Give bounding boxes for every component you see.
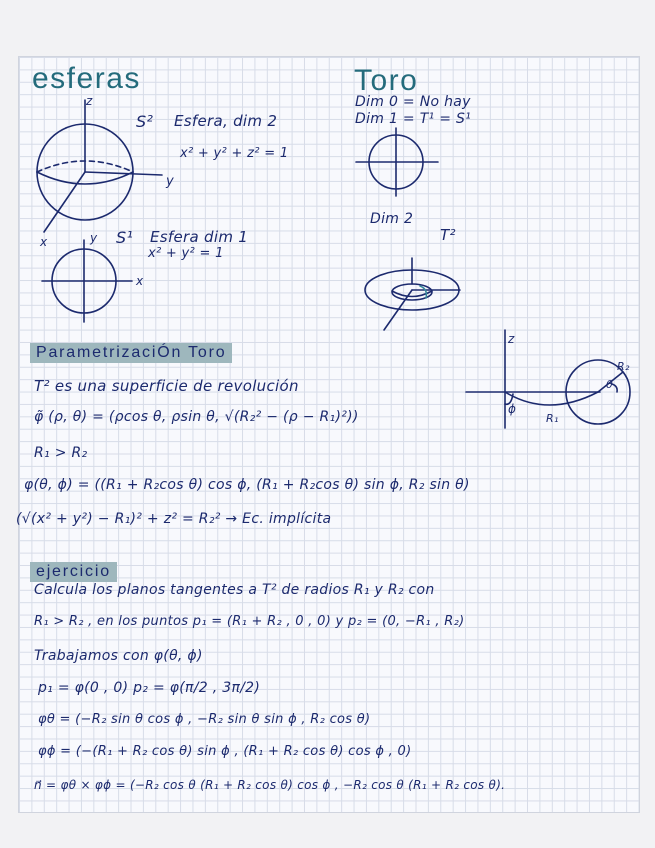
s2-axis-z-label: z [86, 94, 93, 108]
diagram-z-label: z [508, 332, 515, 346]
circle-dim1-drawing [356, 128, 438, 196]
toro-title: Toro [354, 64, 419, 97]
s1-label: Esfera dim 1 [150, 228, 249, 246]
diagram-r2-label: R₂ [617, 360, 630, 373]
param-line-2: φ̃ (ρ, θ) = (ρcos θ, ρsin θ, √(R₂² − (ρ − R₁)²)) [34, 409, 359, 425]
torus-dim2-drawing [365, 258, 460, 330]
toro-dim1: Dim 1 = T¹ = S¹ [355, 111, 472, 127]
s2-label: Esfera, dim 2 [174, 112, 278, 130]
ejercicio-line-3: Trabajamos con φ(θ, ϕ) [34, 648, 203, 664]
ejercicio-heading: ejercicio [30, 562, 117, 582]
diagram-r1-label: R₁ [546, 412, 559, 425]
s1-symbol: S¹ [116, 228, 134, 247]
param-line-5: (√(x² + y²) − R₁)² + z² = R₂² → Ec. implícita [16, 511, 332, 527]
s2-symbol: S² [136, 112, 154, 131]
diagram-phi-label: ϕ [508, 402, 517, 416]
param-line-4: φ(θ, ϕ) = ((R₁ + R₂cos θ) cos ϕ, (R₁ + R₂cos θ) sin ϕ, R₂ sin θ) [24, 477, 470, 493]
s2-equation: x² + y² + z² = 1 [180, 146, 289, 161]
ejercicio-line-2: R₁ > R₂ , en los puntos p₁ = (R₁ + R₂ , 0 , 0) y p₂ = (0, −R₁ , R₂) [34, 614, 465, 629]
circle-s1-drawing [42, 240, 132, 322]
param-line-3: R₁ > R₂ [34, 445, 88, 461]
toro-dim2: Dim 2 [370, 211, 414, 227]
toro-t2-symbol: T² [440, 226, 456, 244]
s2-axis-y-label: y [166, 174, 174, 189]
diagram-theta-label: θ [606, 378, 614, 391]
ejercicio-line-4: p₁ = φ(0 , 0) p₂ = φ(π/2 , 3π/2) [38, 680, 261, 696]
ejercicio-line-7: n⃗ = φθ × φϕ = (−R₂ cos θ (R₁ + R₂ cos θ) cos ϕ , −R₂ cos θ (R₁ + R₂ cos θ). [34, 778, 506, 792]
s2-axis-x-label: x [40, 235, 48, 249]
s1-axis-y-label: y [90, 231, 98, 245]
s1-equation: x² + y² = 1 [148, 246, 224, 261]
ejercicio-line-5: φθ = (−R₂ sin θ cos ϕ , −R₂ sin θ sin ϕ , R₂ cos θ) [38, 712, 371, 727]
s1-axis-x-label: x [136, 274, 144, 288]
esferas-title: esferas [32, 62, 141, 95]
ejercicio-line-1: Calcula los planos tangentes a T² de radios R₁ y R₂ con [34, 582, 435, 598]
toro-dim0: Dim 0 = No hay [355, 94, 471, 110]
parametrizacion-heading: ParametrizaciÓn Toro [30, 343, 232, 363]
param-line-1: T² es una superficie de revolución [34, 377, 299, 395]
ejercicio-line-6: φϕ = (−(R₁ + R₂ cos θ) sin ϕ , (R₁ + R₂ cos θ) cos ϕ , 0) [38, 744, 412, 759]
